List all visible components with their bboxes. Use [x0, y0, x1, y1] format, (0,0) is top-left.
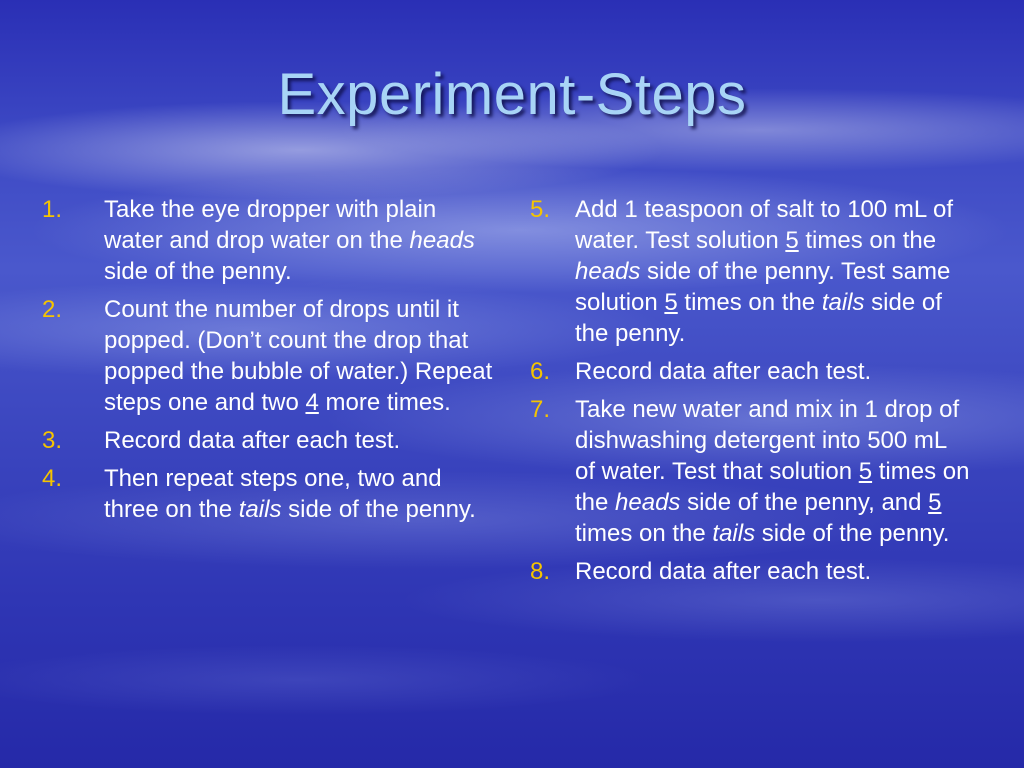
step-number: 4.: [42, 465, 63, 492]
underlined-count: 5: [858, 458, 873, 485]
emphasis-text: tails: [821, 289, 865, 316]
emphasis-text: tails: [238, 496, 282, 523]
steps-list-left: [42, 194, 497, 525]
step-text: Record data after each test.: [104, 427, 401, 454]
step-item-8: [530, 556, 970, 587]
underlined-count: 5: [785, 227, 799, 254]
step-number: 7.: [530, 396, 551, 423]
right-column: [530, 194, 970, 594]
left-column: [42, 194, 497, 532]
step-item-5: [530, 194, 970, 349]
underlined-count: 5: [664, 289, 678, 316]
step-text: Take new water and mix in 1 drop of dishwashing detergent into 500 mL of water. Test that solution 5 times on the heads side of the penny, and 5 times on the tails side of the penny.: [575, 396, 970, 547]
step-number: 1.: [42, 196, 63, 223]
step-text: Then repeat steps one, two and three on the tails side of the penny.: [104, 465, 476, 523]
step-number: 3.: [42, 427, 63, 454]
steps-list-right: [530, 194, 970, 587]
step-text: Record data after each test.: [575, 358, 872, 385]
step-item-2: [42, 294, 497, 418]
step-text: Take the eye dropper with plain water and drop water on the heads side of the penny.: [104, 196, 475, 285]
emphasis-text: heads: [409, 227, 475, 254]
underlined-count: 4: [305, 389, 319, 416]
step-item-7: [530, 394, 970, 549]
step-text: Add 1 teaspoon of salt to 100 mL of water. Test solution 5 times on the heads side of the penny. Test same solution 5 times on the tails side of the penny.: [575, 196, 954, 347]
slide-title: Experiment-Steps: [277, 62, 747, 127]
step-item-1: [42, 194, 497, 287]
step-item-3: [42, 425, 497, 456]
step-number: 5.: [530, 196, 551, 223]
step-number: 8.: [530, 558, 551, 585]
emphasis-text: tails: [712, 520, 756, 547]
step-text: Record data after each test.: [575, 558, 872, 585]
emphasis-text: heads: [615, 489, 681, 516]
step-number: 2.: [42, 296, 63, 323]
emphasis-text: heads: [575, 258, 641, 285]
step-number: 6.: [530, 358, 551, 385]
step-item-4: [42, 463, 497, 525]
underlined-count: 5: [928, 489, 942, 516]
step-text: Count the number of drops until it popped. (Don’t count the drop that popped the bubble of water.) Repeat steps one and two 4 more times.: [104, 296, 493, 416]
step-item-6: [530, 356, 970, 387]
